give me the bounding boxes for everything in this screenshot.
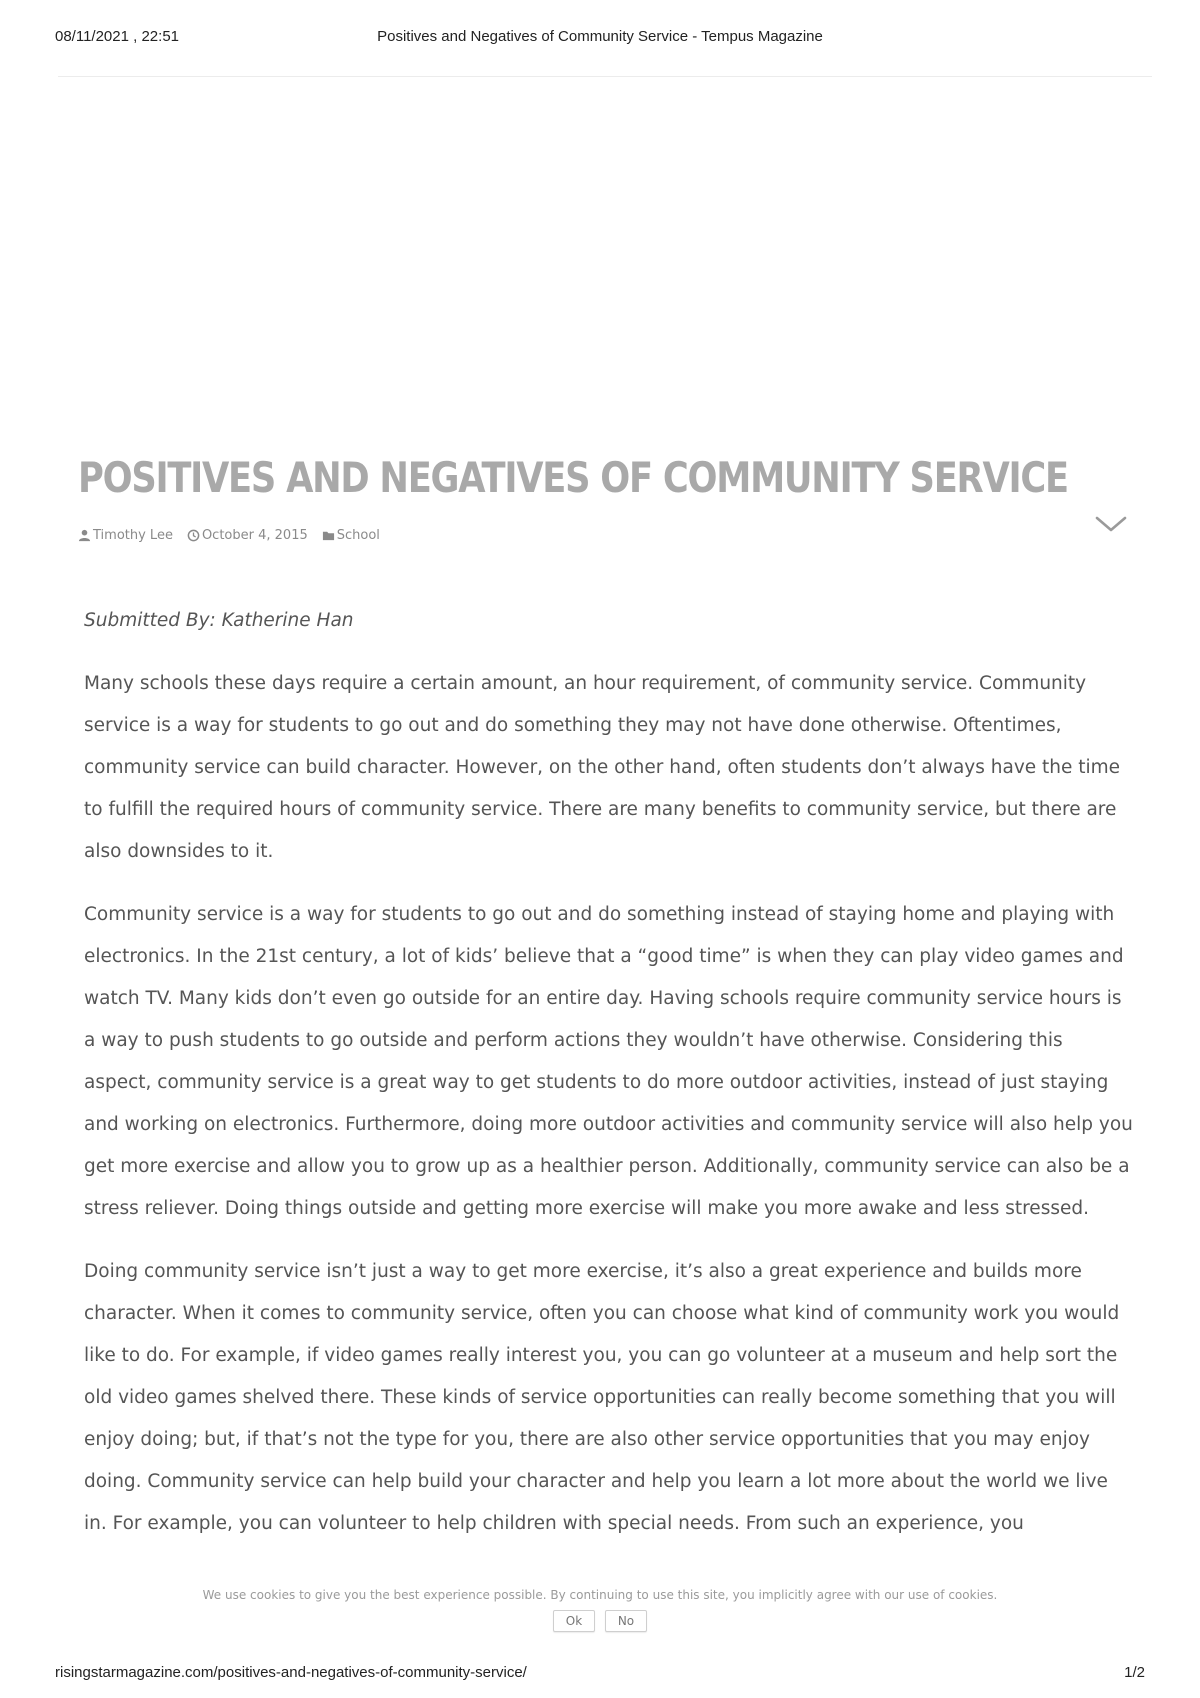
blank-ad-space <box>58 78 1152 438</box>
meta-author[interactable] <box>78 528 173 543</box>
article-paragraph: Doing community service isn’t just a way to get more exercise, it’s also a great experience and builds more character. When it comes to community service, often you can choose what kind of community work you would like to do. For example, if video games really interest you, you can go volunteer at a museum and help sort the old video games shelved there. These kinds of service opportunities can really become something that you will enjoy doing; but, if that’s not the type for you, there are also other service opportunities that you may enjoy doing. Community service can help build your character and help you learn a lot more about the world we live in. For example, you can volunteer to help children with special needs. From such an experience, you <box>84 1261 1120 1534</box>
article-title: POSITIVES AND NEGATIVES OF COMMUNITY SERVICE <box>78 453 1068 502</box>
cookie-notice-text: We use cookies to give you the best experience possible. By continuing to use this site, you implicitly agree with our use of cookies. <box>202 1588 998 1602</box>
article-paragraph: Many schools these days require a certain amount, an hour requirement, of community service. Community service is a way for students to go out and do something they may not have done otherwise. Oftentimes, community service can build character. However, on the other hand, often students don’t always have the time to fulfill the required hours of community service. There are many benefits to community service, but there are also downsides to it. <box>84 673 1121 862</box>
publish-date: October 4, 2015 <box>201 528 308 543</box>
submitted-by: Submitted By: Katherine Han <box>84 610 354 631</box>
print-page-number: 1/2 <box>1124 1664 1145 1681</box>
print-header <box>55 28 1145 48</box>
print-url: risingstarmagazine.com/positives-and-negatives-of-community-service/ <box>55 1664 527 1681</box>
meta-date <box>187 528 308 543</box>
author-link[interactable]: Timothy Lee <box>93 528 173 543</box>
user-icon <box>78 529 91 542</box>
meta-category[interactable] <box>322 528 380 543</box>
cookie-notice-buttons <box>0 1610 1200 1632</box>
category-link[interactable]: School <box>336 528 380 543</box>
print-datetime: 08/11/2021 , 22:51 <box>55 28 179 45</box>
cookie-no-button[interactable]: No <box>605 1610 647 1632</box>
article-body <box>84 600 1134 1566</box>
print-footer <box>55 1664 1145 1684</box>
header-divider <box>58 76 1152 77</box>
article-paragraph: Community service is a way for students to go out and do something instead of staying home and playing with electronics. In the 21st century, a lot of kids’ believe that a “good time” is when they can play video games and watch TV. Many kids don’t even go outside for an entire day. Having schools require community service hours is a way to push students to go outside and perform actions they wouldn’t have otherwise. Considering this aspect, community service is a great way to get students to do more outdoor activities, instead of just staying and working on electronics. Furthermore, doing more outdoor activities and community service will also help you get more exercise and allow you to grow up as a healthier person. Additionally, community service can also be a stress reliever. Doing things outside and getting more exercise will make you more awake and less stressed. <box>84 904 1133 1219</box>
print-page-title: Positives and Negatives of Community Service - Tempus Magazine <box>377 28 823 45</box>
cookie-ok-button[interactable]: Ok <box>553 1610 595 1632</box>
clock-icon <box>187 529 200 542</box>
chevron-down-icon[interactable] <box>1094 513 1128 535</box>
article-meta <box>78 528 394 543</box>
folder-icon <box>322 529 335 542</box>
